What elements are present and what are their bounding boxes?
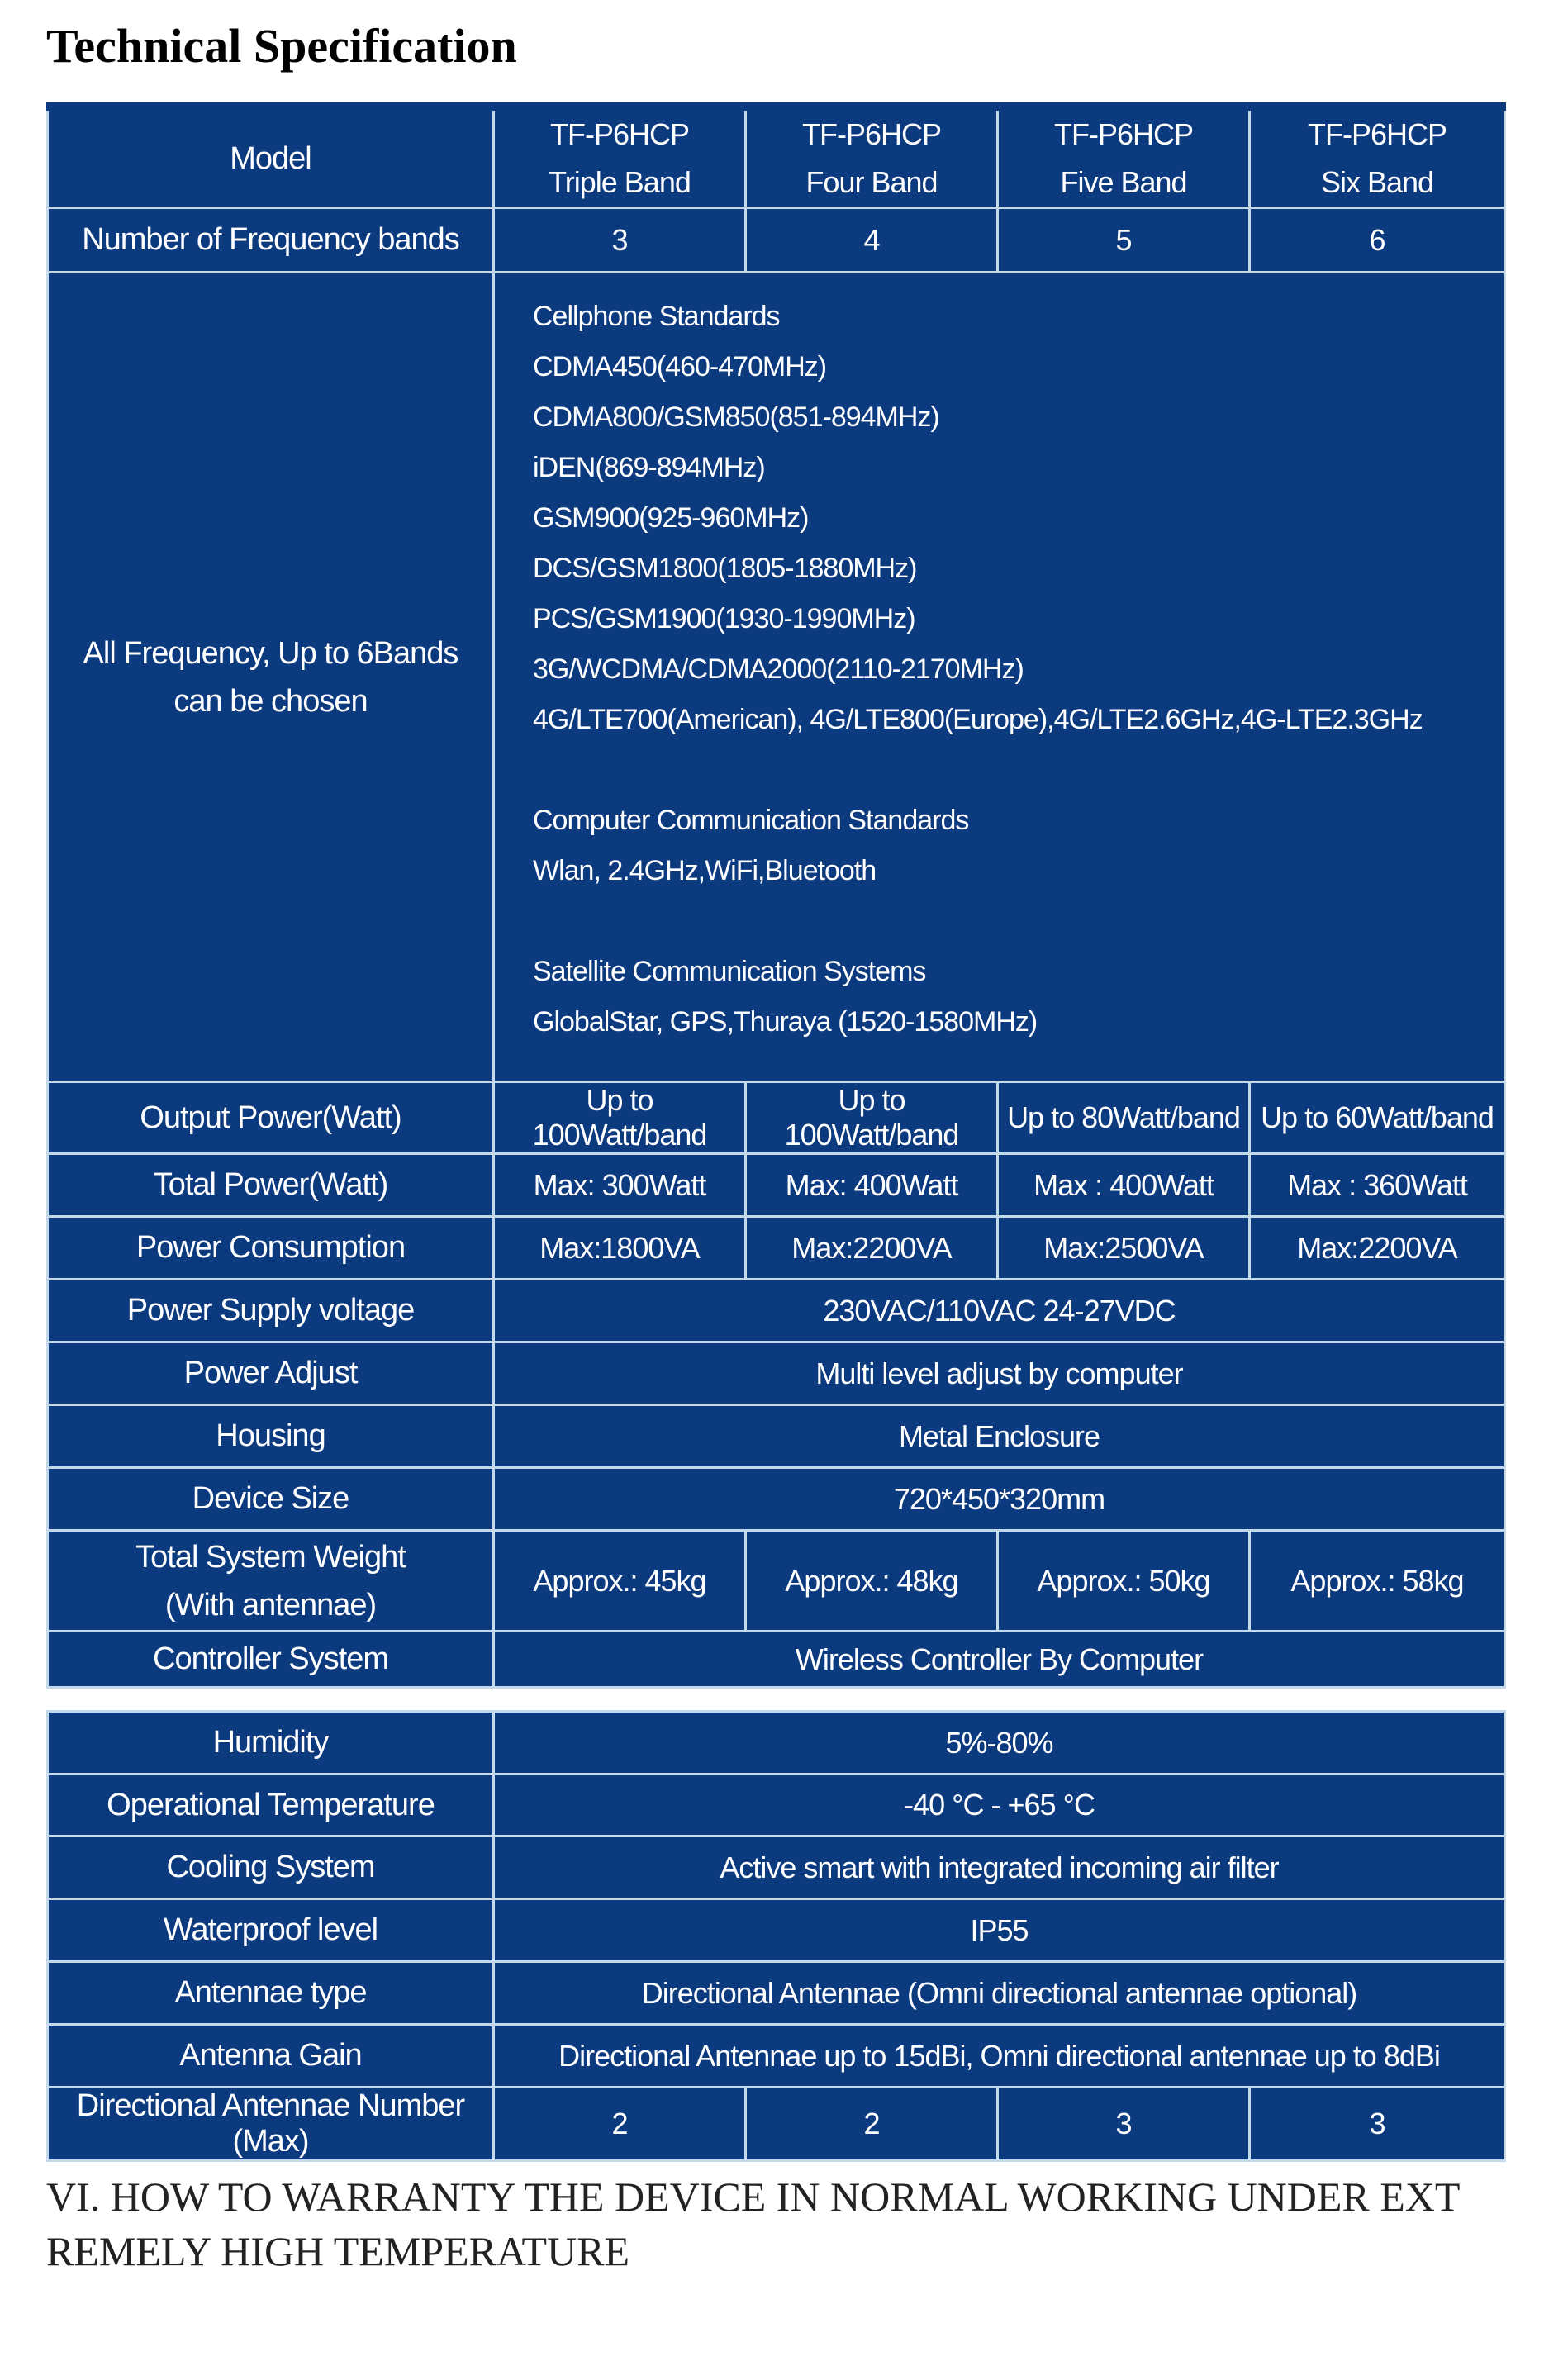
total-power-cell: Max : 360Watt (1250, 1154, 1505, 1217)
power-adjust-value: Multi level adjust by computer (494, 1342, 1505, 1405)
controller-row (48, 1632, 1505, 1688)
power-consumption-cell: Max:1800VA (494, 1217, 746, 1280)
output-power-row (48, 1082, 1505, 1154)
frequency-line: DCS/GSM1800(1805-1880MHz) (533, 553, 917, 584)
antennae-number-cell: 2 (746, 2088, 998, 2161)
frequency-list (494, 273, 1505, 1082)
temperature-value: -40 °C - +65 °C (494, 1774, 1505, 1836)
bands-cell: 4 (746, 208, 998, 273)
output-power-cell: Up to 100Watt/band (746, 1082, 998, 1154)
cooling-row (48, 1836, 1505, 1899)
power-adjust-label: Power Adjust (48, 1342, 494, 1405)
power-adjust-row (48, 1342, 1505, 1405)
power-consumption-cell: Max:2500VA (998, 1217, 1250, 1280)
antenna-gain-row (48, 2025, 1505, 2088)
antenna-gain-value: Directional Antennae up to 15dBi, Omni directional antennae up to 8dBi (494, 2025, 1505, 2088)
weight-row (48, 1531, 1505, 1632)
frequency-line: GlobalStar, GPS,Thuraya (1520-1580MHz) (533, 1006, 1038, 1038)
device-size-row (48, 1468, 1505, 1531)
model-cell: TF-P6HCP Four Band (746, 107, 998, 208)
bands-cell: 3 (494, 208, 746, 273)
antennae-type-value: Directional Antennae (Omni directional antennae optional) (494, 1962, 1505, 2025)
antennae-number-cell: 3 (1250, 2088, 1505, 2161)
controller-label: Controller System (48, 1632, 494, 1688)
frequency-line: Satellite Communication Systems (533, 956, 926, 987)
antennae-number-cell: 3 (998, 2088, 1250, 2161)
environment-table (46, 1710, 1506, 2162)
antennae-number-cell: 2 (494, 2088, 746, 2161)
total-power-row (48, 1154, 1505, 1217)
frequency-line: GSM900(925-960MHz) (533, 502, 809, 534)
power-supply-label: Power Supply voltage (48, 1280, 494, 1342)
bands-row (48, 208, 1505, 273)
antennae-number-label: Directional Antennae Number (Max) (48, 2088, 494, 2161)
cooling-value: Active smart with integrated incoming air filter (494, 1836, 1505, 1899)
housing-value: Metal Enclosure (494, 1405, 1505, 1468)
antennae-number-row (48, 2088, 1505, 2161)
cooling-label: Cooling System (48, 1836, 494, 1899)
weight-cell: Approx.: 45kg (494, 1531, 746, 1632)
frequency-row (48, 273, 1505, 1082)
controller-value: Wireless Controller By Computer (494, 1632, 1505, 1688)
total-power-cell: Max : 400Watt (998, 1154, 1250, 1217)
frequency-line: PCS/GSM1900(1930-1990MHz) (533, 603, 915, 634)
weight-label: Total System Weight (With antennae) (48, 1531, 494, 1632)
model-cell: TF-P6HCP Triple Band (494, 107, 746, 208)
power-consumption-cell: Max:2200VA (1250, 1217, 1505, 1280)
humidity-label: Humidity (48, 1712, 494, 1774)
output-power-cell: Up to 80Watt/band (998, 1082, 1250, 1154)
frequency-line: Computer Communication Standards (533, 805, 969, 836)
bands-cell: 6 (1250, 208, 1505, 273)
antennae-type-row (48, 1962, 1505, 2025)
antenna-gain-label: Antenna Gain (48, 2025, 494, 2088)
housing-label: Housing (48, 1405, 494, 1468)
frequency-line: Cellphone Standards (533, 301, 780, 332)
model-cell: TF-P6HCP Five Band (998, 107, 1250, 208)
spacer (533, 745, 1504, 796)
section-heading: VI. HOW TO WARRANTY THE DEVICE IN NORMAL WORKING UNDER EXT REMELY HIGH TEMPERATURE (46, 2173, 1460, 2274)
power-consumption-row (48, 1217, 1505, 1280)
total-power-cell: Max: 400Watt (746, 1154, 998, 1217)
frequency-line: Wlan, 2.4GHz,WiFi,Bluetooth (533, 855, 877, 886)
spacer (533, 896, 1504, 947)
waterproof-label: Waterproof level (48, 1899, 494, 1962)
power-consumption-cell: Max:2200VA (746, 1217, 998, 1280)
frequency-line: CDMA800/GSM850(851-894MHz) (533, 401, 939, 433)
frequency-line: iDEN(869-894MHz) (533, 452, 765, 483)
temperature-row (48, 1774, 1505, 1836)
page-title: Technical Specification (46, 19, 517, 73)
waterproof-value: IP55 (494, 1899, 1505, 1962)
temperature-label: Operational Temperature (48, 1774, 494, 1836)
frequency-label: All Frequency, Up to 6Bands can be chosen (48, 273, 494, 1082)
humidity-value: 5%-80% (494, 1712, 1505, 1774)
weight-cell: Approx.: 58kg (1250, 1531, 1505, 1632)
housing-row (48, 1405, 1505, 1468)
frequency-line: CDMA450(460-470MHz) (533, 351, 827, 382)
model-label: Model (48, 107, 494, 208)
frequency-line: 3G/WCDMA/CDMA2000(2110-2170MHz) (533, 653, 1024, 685)
bands-cell: 5 (998, 208, 1250, 273)
device-size-value: 720*450*320mm (494, 1468, 1505, 1531)
humidity-row (48, 1712, 1505, 1774)
weight-cell: Approx.: 48kg (746, 1531, 998, 1632)
antennae-type-label: Antennae type (48, 1962, 494, 2025)
spec-table (46, 102, 1506, 1689)
device-size-label: Device Size (48, 1468, 494, 1531)
bands-label: Number of Frequency bands (48, 208, 494, 273)
waterproof-row (48, 1899, 1505, 1962)
total-power-label: Total Power(Watt) (48, 1154, 494, 1217)
power-supply-value: 230VAC/110VAC 24-27VDC (494, 1280, 1505, 1342)
power-consumption-label: Power Consumption (48, 1217, 494, 1280)
frequency-line: 4G/LTE700(American), 4G/LTE800(Europe),4G/LTE2.6GHz,4G-LTE2.3GHz (533, 704, 1423, 735)
weight-cell: Approx.: 50kg (998, 1531, 1250, 1632)
power-supply-row (48, 1280, 1505, 1342)
output-power-label: Output Power(Watt) (48, 1082, 494, 1154)
model-row (48, 107, 1505, 208)
total-power-cell: Max: 300Watt (494, 1154, 746, 1217)
output-power-cell: Up to 60Watt/band (1250, 1082, 1505, 1154)
output-power-cell: Up to 100Watt/band (494, 1082, 746, 1154)
model-cell: TF-P6HCP Six Band (1250, 107, 1505, 208)
